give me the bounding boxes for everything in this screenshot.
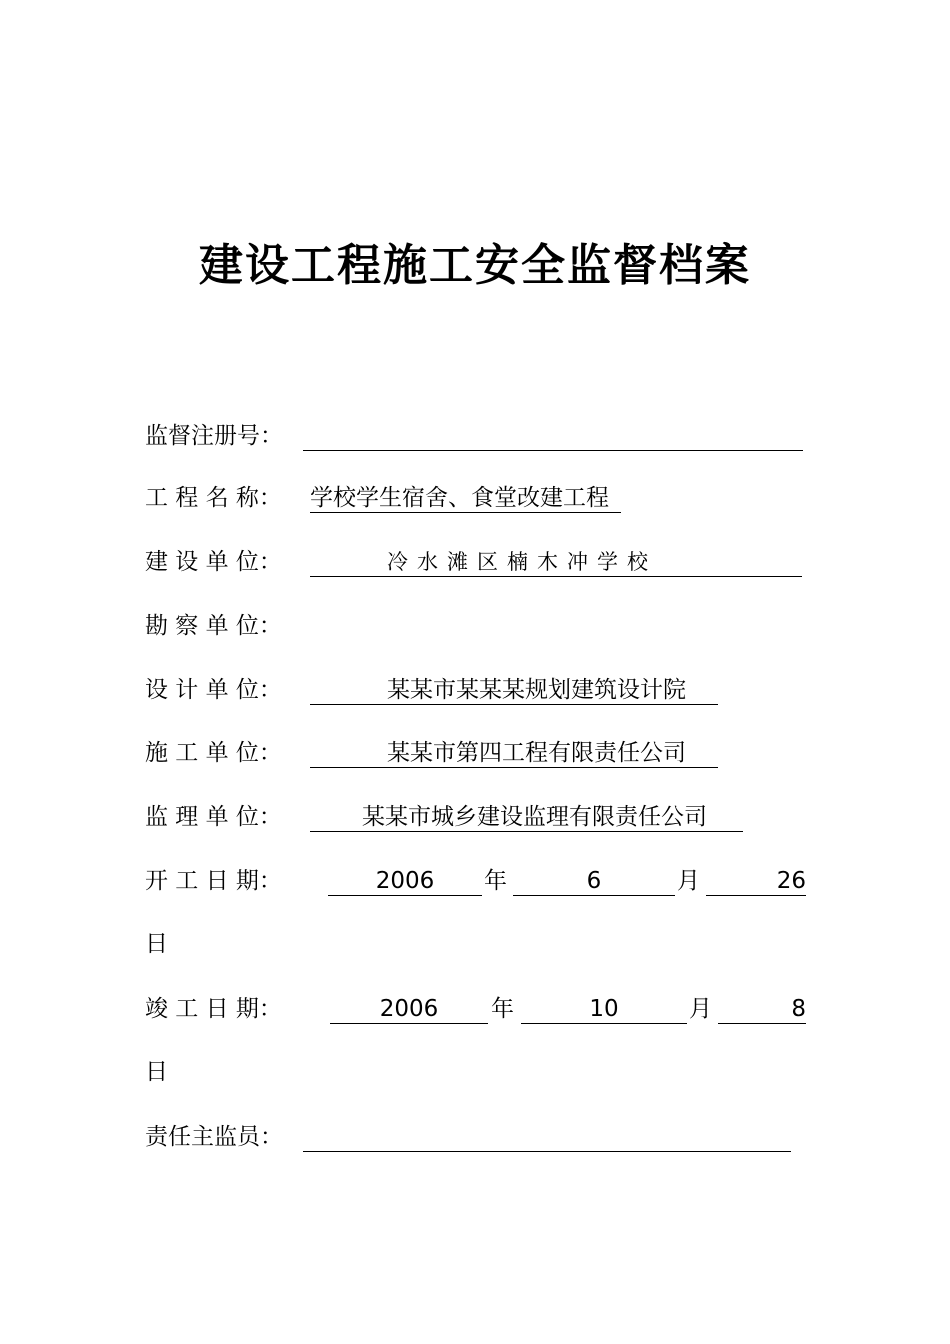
field-label: 建 设 单 位： [145,549,282,575]
end-day-value: 8 [791,996,806,1022]
field-chief [145,1117,825,1157]
field-label: 竣 工 日 期： [145,996,282,1022]
field-builder [145,542,825,582]
field-label: 勘 察 单 位： [145,613,282,639]
field-reg-no [145,416,825,456]
start-day-value: 26 [776,868,806,894]
reg-no-blank[interactable] [303,450,803,451]
chief-blank[interactable] [303,1151,791,1152]
field-label: 监督注册号： [145,423,283,449]
page-title: 建设工程施工安全监督档案 [199,240,751,291]
year-char: 年 [484,868,507,894]
field-project-name [145,478,825,518]
field-design [145,670,825,710]
field-survey [145,606,825,646]
end-year-value: 2006 [379,996,439,1022]
field-label: 施 工 单 位： [145,740,282,766]
year-char: 年 [491,996,514,1022]
field-start-date [145,861,825,901]
start-day-char: 日 [145,931,168,957]
end-month-value: 10 [589,996,619,1022]
month-char: 月 [677,868,700,894]
field-construction [145,733,825,773]
supervision-value: 某某市城乡建设监理有限责任公司 [362,804,707,830]
project-name-value: 学校学生宿舍、食堂改建工程 [310,478,621,513]
field-end-date [145,989,825,1029]
builder-value: 冷水滩区楠木冲学校 [387,550,657,574]
field-label: 设 计 单 位： [145,677,282,703]
field-supervision [145,797,825,837]
field-label: 责任主监员： [145,1124,283,1150]
start-year-value: 2006 [375,868,435,894]
design-value: 某某市某某某规划建筑设计院 [387,677,686,703]
construction-value: 某某市第四工程有限责任公司 [387,740,686,766]
field-label: 工 程 名 称： [145,485,282,511]
field-label: 开 工 日 期： [145,868,282,894]
field-label: 监 理 单 位： [145,804,282,830]
end-day-char: 日 [145,1059,168,1085]
month-char: 月 [689,996,712,1022]
start-month-value: 6 [586,868,602,894]
